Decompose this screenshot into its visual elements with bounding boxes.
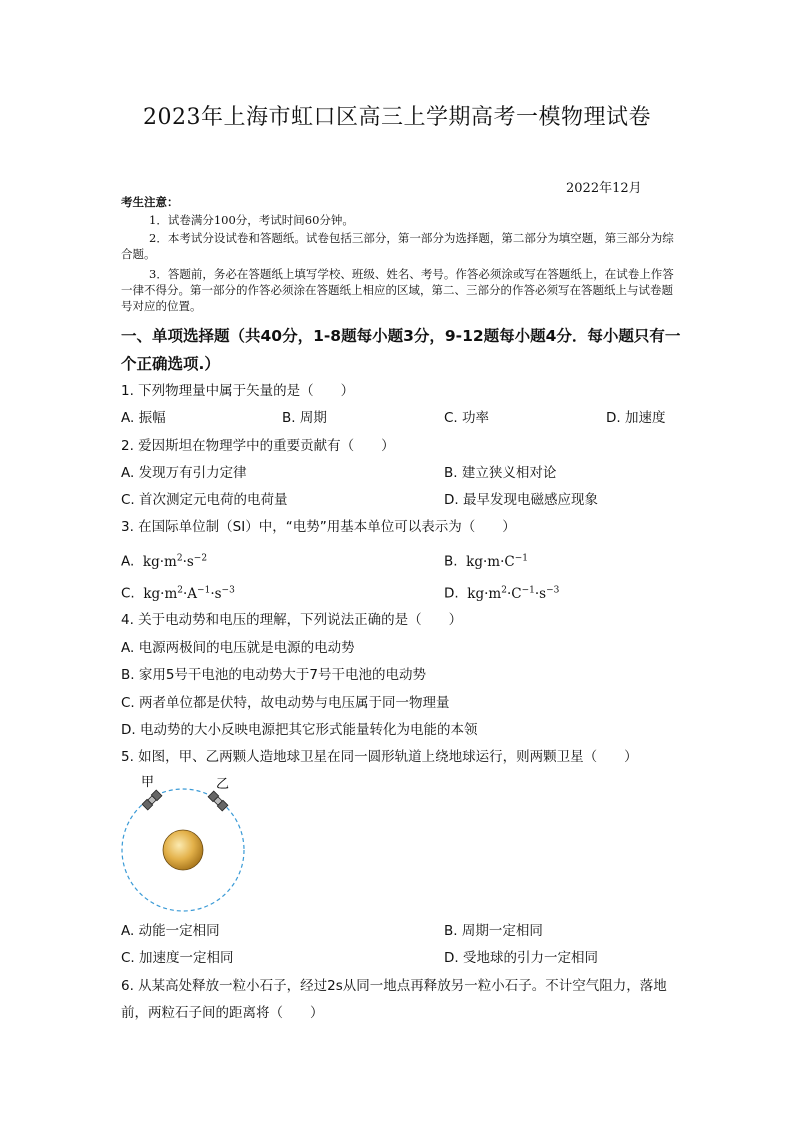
question-4-option-c[interactable]: C. 两者单位都是伏特，故电动势与电压属于同一物理量 [121, 695, 450, 711]
notice-heading: 考生注意： [121, 195, 179, 209]
unit-expression: $kg\cdot m^2\cdot C^{-1}\cdot s^{-3}$ [467, 585, 560, 602]
section-heading: 一、单项选择题（共40分，1-8题每小题3分，9-12题每小题4分．每小题只有一个正确选项.） [121, 327, 681, 373]
exam-date: 2022年12月 [566, 181, 642, 196]
satellite-jia-icon [142, 790, 162, 810]
question-6-stem: 6. 从某高处释放一粒小石子，经过2s从同一地点再释放另一粒小石子。不计空气阻力，落地前，两粒石子间的距离将（ ） [121, 978, 667, 1021]
question-2-option-d[interactable]: D. 最早发现电磁感应现象 [444, 492, 598, 508]
option-letter: B. [444, 553, 458, 570]
label-jia: 甲 [141, 775, 155, 790]
unit-expression: $kg\cdot m^2\cdot s^{-2}$ [142, 553, 208, 570]
notice-item-2: 2．本考试分设试卷和答题纸。试卷包括三部分，第一部分为选择题，第二部分为填空题，第三部分为综合题。 [121, 231, 674, 261]
unit-expression: $kg\cdot m^2\cdot A^{-1}\cdot s^{-3}$ [143, 585, 235, 602]
earth [163, 830, 203, 870]
question-5-option-d[interactable]: D. 受地球的引力一定相同 [444, 950, 598, 966]
notice-item-3: 3．答题前，务必在答题纸上填写学校、班级、姓名、考号。作答必须涂或写在答题纸上，在试卷上作答一律不得分。第一部分的作答必须涂在答题纸上相应的区域，第二、三部分的作答必须写在答题纸上与试卷题号对应的位置。 [121, 267, 674, 313]
satellite-yi-icon [208, 791, 228, 811]
question-2-option-b[interactable]: B. 建立狭义相对论 [444, 465, 557, 481]
question-2-stem: 2. 爱因斯坦在物理学中的重要贡献有（ ） [121, 438, 395, 454]
option-letter: A. [121, 553, 135, 570]
page-title: 2023年上海市虹口区高三上学期高考一模物理试卷 [143, 105, 651, 130]
question-1-option-c[interactable]: C. 功率 [444, 410, 490, 426]
satellite-orbit-figure [115, 772, 255, 912]
option-letter: C. [121, 585, 135, 602]
question-2-option-c[interactable]: C. 首次测定元电荷的电荷量 [121, 492, 288, 508]
question-4-stem: 4. 关于电动势和电压的理解，下列说法正确的是（ ） [121, 612, 463, 628]
question-3-option-b[interactable] [444, 549, 528, 571]
question-5-option-c[interactable]: C. 加速度一定相同 [121, 950, 234, 966]
question-1-option-a[interactable]: A. 振幅 [121, 410, 166, 426]
question-2-option-a[interactable]: A. 发现万有引力定律 [121, 465, 247, 481]
unit-expression: $kg\cdot m\cdot C^{-1}$ [466, 553, 529, 570]
question-5-stem: 5. 如图，甲、乙两颗人造地球卫星在同一圆形轨道上绕地球运行，则两颗卫星（ ） [121, 749, 638, 765]
question-3-option-d[interactable] [444, 581, 559, 603]
question-4-option-b[interactable]: B. 家用5号干电池的电动势大于7号干电池的电动势 [121, 667, 427, 683]
question-1-stem: 1. 下列物理量中属于矢量的是（ ） [121, 383, 355, 399]
question-3-stem: 3. 在国际单位制（SI）中，“电势”用基本单位可以表示为（ ） [121, 519, 516, 535]
question-4-option-d[interactable]: D. 电动势的大小反映电源把其它形式能量转化为电能的本领 [121, 722, 478, 738]
question-5-option-b[interactable]: B. 周期一定相同 [444, 923, 543, 939]
question-3-option-c[interactable] [121, 581, 235, 603]
question-1-option-b[interactable]: B. 周期 [282, 410, 327, 426]
notice-item-1: 1．试卷满分100分，考试时间60分钟。 [149, 213, 354, 227]
question-4-option-a[interactable]: A. 电源两极间的电压就是电源的电动势 [121, 640, 355, 656]
question-3-option-a[interactable] [121, 549, 207, 571]
option-letter: D. [444, 585, 459, 602]
question-1-option-d[interactable]: D. 加速度 [606, 410, 666, 426]
label-yi: 乙 [216, 777, 230, 792]
question-5-option-a[interactable]: A. 动能一定相同 [121, 923, 220, 939]
